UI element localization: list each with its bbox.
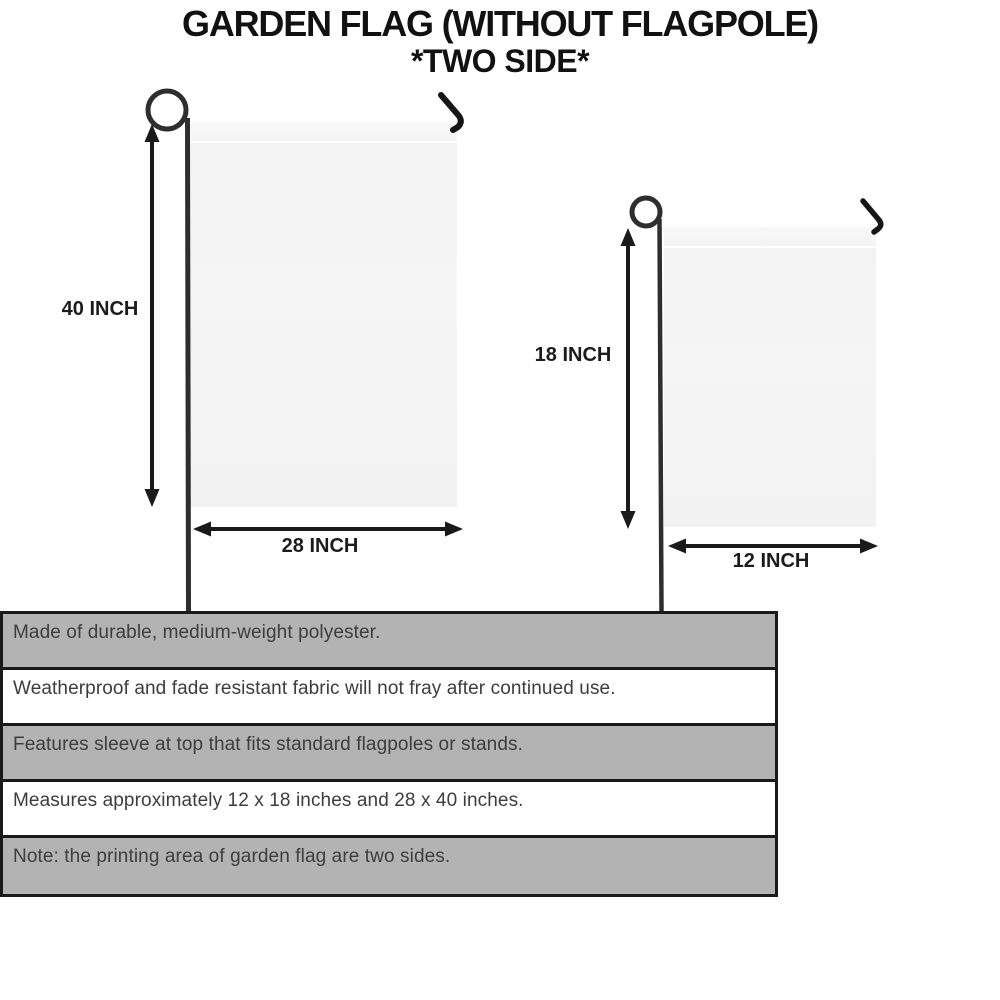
feature-table: [0, 611, 778, 897]
large-flag-pole: [148, 91, 189, 612]
pole-shaft: [188, 118, 189, 612]
page-title-line2: *TWO SIDE*: [410, 43, 590, 80]
feature-row: Features sleeve at top that fits standard flagpoles or stands.: [3, 726, 775, 782]
large-flag-sleeve-seam: [191, 141, 457, 143]
feature-row: Weatherproof and fade resistant fabric will not fray after continued use.: [3, 670, 775, 726]
pole-loop-icon: [632, 198, 660, 226]
feature-row: Measures approximately 12 x 18 inches and 28 x 40 inches.: [3, 782, 775, 838]
small-flag-sleeve-seam: [664, 246, 876, 248]
small-flag-height-arrow: [621, 228, 636, 529]
large-flag-width-label: 28 INCH: [281, 535, 359, 557]
large-flag-height-arrow: [145, 124, 160, 507]
small-flag-width-label: 12 INCH: [732, 550, 810, 572]
page-title: [0, 4, 1000, 80]
page-title-line1: GARDEN FLAG (WITHOUT FLAGPOLE): [182, 3, 818, 44]
small-flag-pole: [632, 198, 662, 612]
large-flag-height-label: 40 INCH: [61, 298, 139, 320]
feature-row: Note: the printing area of garden flag are two sides.: [3, 838, 775, 894]
large-flag: [191, 122, 457, 507]
small-flag-height-label: 18 INCH: [534, 344, 612, 366]
small-flag: [664, 227, 876, 527]
pole-loop-icon: [148, 91, 186, 129]
pole-shaft: [660, 219, 662, 612]
feature-row: Made of durable, medium-weight polyester.: [3, 614, 775, 670]
